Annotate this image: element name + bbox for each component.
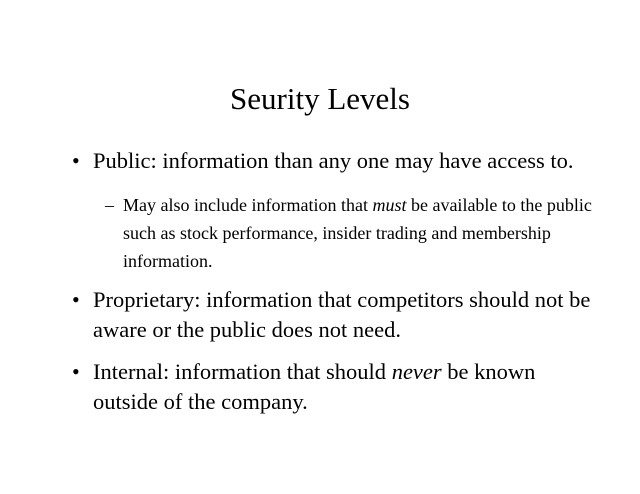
bullet-text-before: Internal: information that should — [93, 359, 392, 384]
bullet-proprietary — [72, 285, 592, 345]
bullet-public — [72, 146, 592, 275]
bullet-marker: • — [72, 287, 80, 312]
bullet-marker: • — [72, 359, 80, 384]
bullet-internal — [72, 357, 592, 417]
bullet-text-after: be known outside of the company. — [93, 359, 536, 414]
bullet-text: Proprietary: information that competitors should not be aware or the public does not need. — [93, 287, 591, 342]
slide-title: Seurity Levels — [230, 81, 410, 116]
sub-bullet-text-before: May also include information that — [123, 195, 373, 215]
sub-bullet-public — [105, 191, 592, 275]
bullet-list — [72, 146, 592, 417]
sub-bullet-emphasis: must — [372, 195, 407, 215]
bullet-emphasis: never — [391, 359, 442, 384]
sub-bullet-text-after: be available to the public such as stock performance, insider trading and membership information. — [123, 195, 592, 271]
bullet-text: Public: information than any one may have access to. — [93, 148, 574, 173]
bullet-marker: • — [72, 148, 80, 173]
sub-bullet-marker: – — [105, 195, 114, 215]
